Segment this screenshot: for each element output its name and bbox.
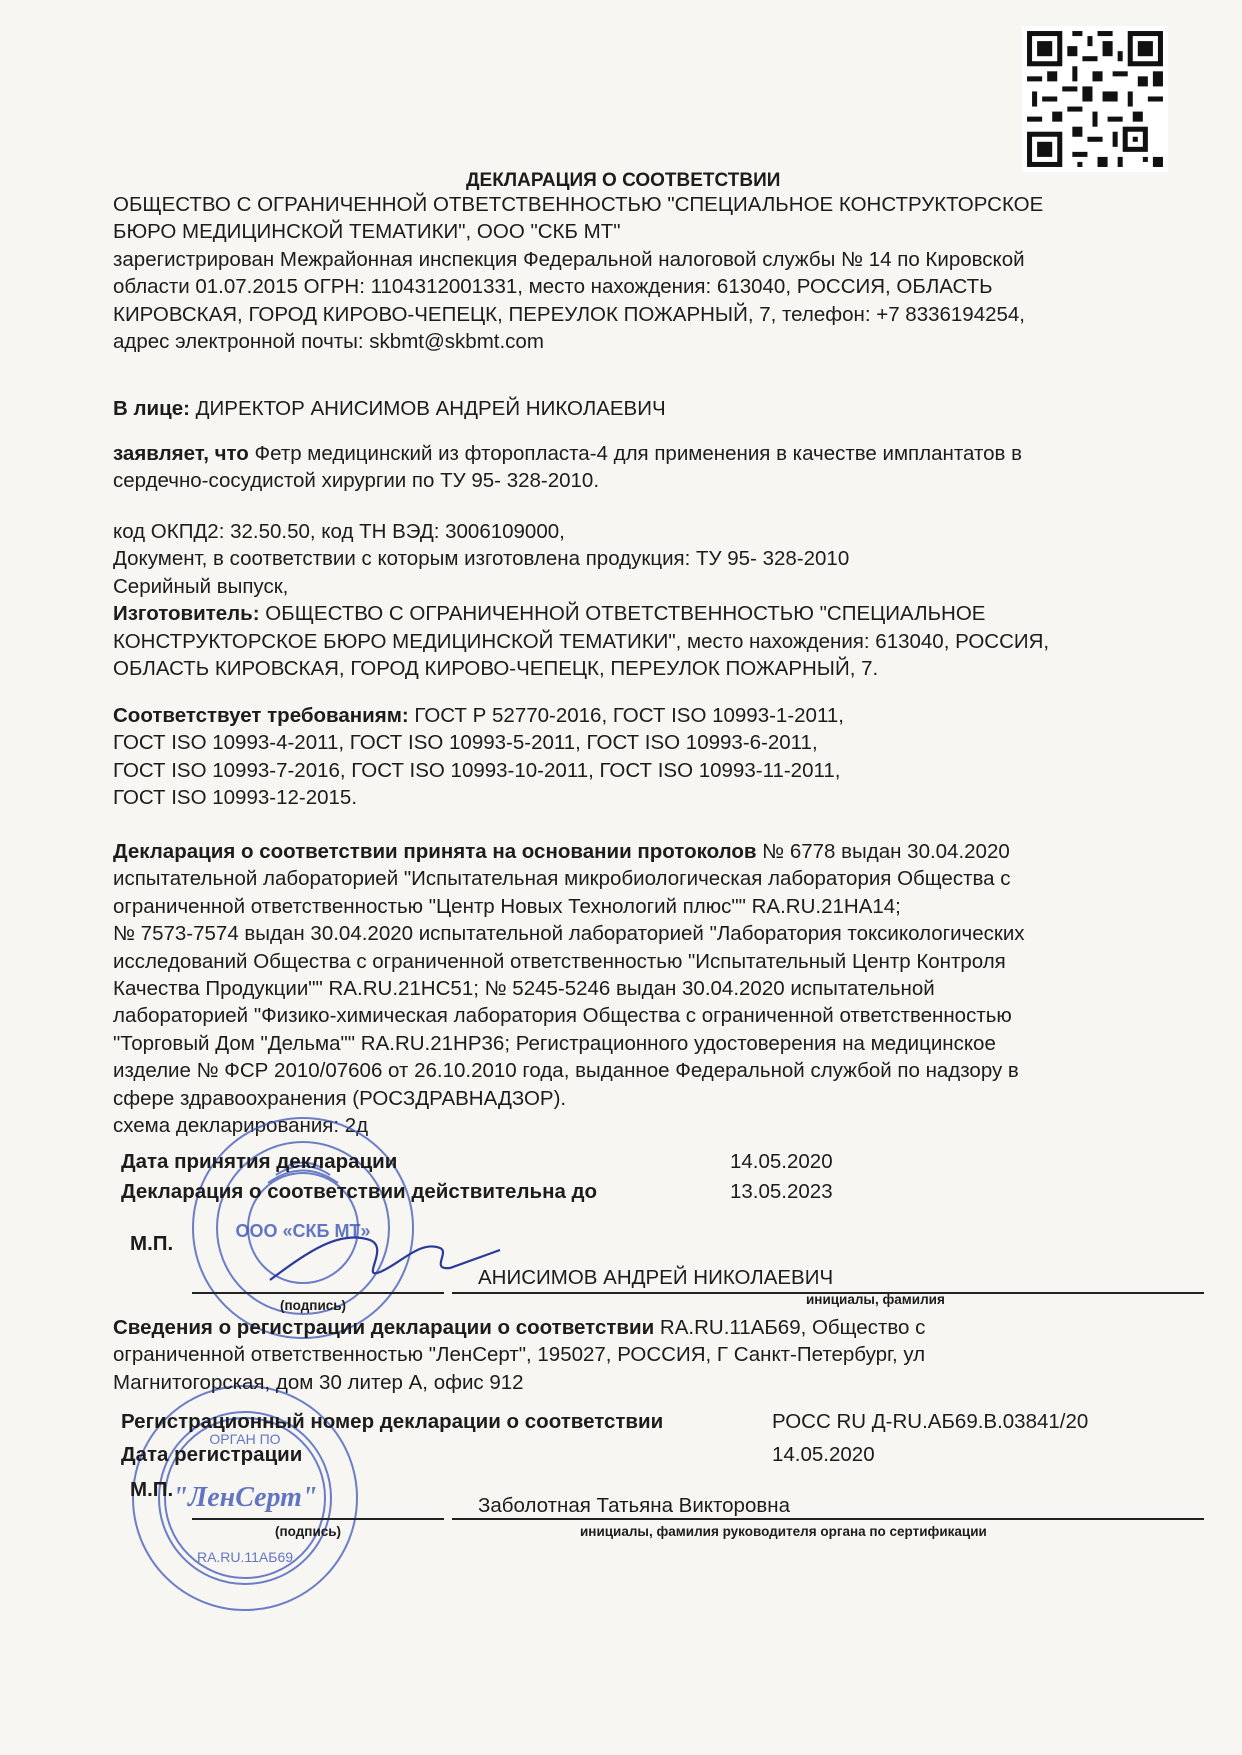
person-name: ДИРЕКТОР АНИСИМОВ АНДРЕЙ НИКОЛАЕВИЧ — [195, 397, 666, 420]
signature-line-2 — [192, 1518, 444, 1520]
basis-line: Качества Продукции"" RA.RU.21НС51; № 5245-5246 выдан 30.04.2020 испытательной — [113, 977, 935, 1001]
requirements-label: Соответствует требованиям: — [113, 704, 409, 727]
codes-line: код ОКПД2: 32.50.50, код ТН ВЭД: 3006109000, — [113, 520, 565, 543]
reg-number-label: Регистрационный номер декларации о соответствии — [121, 1410, 664, 1433]
requirements-line: ГОСТ Р 52770-2016, ГОСТ ISO 10993-1-2011, — [414, 704, 844, 727]
requirements-block — [113, 702, 844, 812]
declares-block — [113, 440, 1022, 495]
applicant-line: адрес электронной почты: skbmt@skbmt.com — [113, 330, 544, 354]
manufacturer-label: Изготовитель: — [113, 602, 260, 626]
basis-line: "Торговый Дом "Дельма"" RA.RU.21НР36; Регистрационного удостоверения на медицинское — [113, 1031, 996, 1055]
manufacturer-line: ОБЛАСТЬ КИРОВСКАЯ, ГОРОД КИРОВО-ЧЕПЕЦК, ПЕРЕУЛОК ПОЖАРНЫЙ, 7. — [113, 657, 879, 681]
signature-caption: (подпись) — [280, 1298, 347, 1313]
codes-block — [113, 518, 1049, 682]
basis-line: лабораторией "Физико-химическая лаборатория Общества с ограниченной ответственностью — [113, 1004, 1012, 1028]
product-line: сердечно-сосудистой хирургии по ТУ 95- 328-2010. — [113, 469, 600, 493]
name-line-2 — [452, 1518, 1204, 1520]
lensert-stamp-bottom: RA.RU.11АБ69 — [196, 1549, 294, 1565]
basis-label: Декларация о соответствии принята на основании протоколов — [113, 840, 757, 863]
manufacturer-line: КОНСТРУКТОРСКОЕ БЮРО МЕДИЦИНСКОЙ ТЕМАТИКИ", место нахождения: 613040, РОССИЯ, — [113, 629, 1050, 653]
codes-line: Документ, в соответствии с которым изготовлена продукция: ТУ 95- 328-2010 — [113, 547, 850, 571]
requirements-line: ГОСТ ISO 10993-4-2011, ГОСТ ISO 10993-5-2011, ГОСТ ISO 10993-6-2011, — [113, 731, 818, 755]
name-caption: инициалы, фамилия — [806, 1292, 945, 1307]
accepted-date-value: 14.05.2020 — [730, 1150, 833, 1173]
applicant-block — [113, 191, 1043, 355]
reg-number-value: РОСС RU Д-RU.АБ69.В.03841/20 — [772, 1410, 1089, 1433]
basis-block — [113, 838, 1025, 1139]
codes-line: Серийный выпуск, — [113, 574, 289, 598]
requirements-line: ГОСТ ISO 10993-7-2016, ГОСТ ISO 10993-10-2011, ГОСТ ISO 10993-11-2011, — [113, 758, 841, 782]
basis-line: исследований Общества с ограниченной ответственностью "Испытательный Центр Контроля — [113, 949, 1006, 973]
requirements-line: ГОСТ ISO 10993-12-2015. — [113, 786, 358, 810]
seal-place-label: М.П. — [130, 1232, 174, 1255]
director-signature — [250, 1210, 510, 1300]
signature-line — [192, 1292, 444, 1294]
basis-line: схема декларирования: 2д — [113, 1114, 369, 1138]
basis-line: № 6778 выдан 30.04.2020 — [762, 840, 1010, 863]
valid-until-value: 13.05.2023 — [730, 1180, 833, 1203]
applicant-line: ОБЩЕСТВО С ОГРАНИЧЕННОЙ ОТВЕТСТВЕННОСТЬЮ "СПЕЦИАЛЬНОЕ КОНСТРУКТОРСКОЕ — [113, 193, 1044, 216]
basis-line: изделие № ФСР 2010/07606 от 26.10.2010 года, выданное Федеральной службой по надзору в — [113, 1059, 1019, 1083]
registration-block — [113, 1314, 925, 1396]
basis-line: ограниченной ответственностью "Центр Новых Технологий плюс"" RA.RU.21НА14; — [113, 894, 901, 918]
manufacturer-line: ОБЩЕСТВО С ОГРАНИЧЕННОЙ ОТВЕТСТВЕННОСТЬЮ "СПЕЦИАЛЬНОЕ — [265, 602, 986, 626]
declares-label: заявляет, что — [113, 442, 249, 465]
name-caption-2: инициалы, фамилия руководителя органа по сертификации — [580, 1524, 987, 1539]
registration-line: RA.RU.11АБ69, Общество с — [659, 1316, 926, 1339]
reg-date-label: Дата регистрации — [121, 1443, 303, 1466]
registration-label: Сведения о регистрации декларации о соответствии — [113, 1316, 655, 1339]
applicant-line: БЮРО МЕДИЦИНСКОЙ ТЕМАТИКИ", ООО "СКБ МТ" — [113, 220, 621, 244]
person-block — [113, 395, 666, 422]
person-label: В лице: — [113, 397, 190, 420]
basis-line: № 7573-7574 выдан 30.04.2020 испытательной лабораторией "Лаборатория токсикологических — [113, 922, 1025, 946]
basis-line: сфере здравоохранения (РОСЗДРАВНАДЗОР). — [113, 1086, 567, 1110]
basis-line: испытательной лабораторией "Испытательная микробиологическая лаборатория Общества с — [113, 867, 1011, 891]
applicant-line: КИРОВСКАЯ, ГОРОД КИРОВО-ЧЕПЕЦК, ПЕРЕУЛОК ПОЖАРНЫЙ, 7, телефон: +7 8336194254, — [113, 302, 1025, 326]
accepted-date-label: Дата принятия декларации — [121, 1150, 398, 1173]
director-name: АНИСИМОВ АНДРЕЙ НИКОЛАЕВИЧ — [478, 1266, 834, 1289]
registration-line: Магнитогорская, дом 30 литер А, офис 912 — [113, 1370, 524, 1394]
head-name: Заболотная Татьяна Викторовна — [478, 1494, 790, 1517]
company-stamp-text: ООО «СКБ МТ» — [235, 1221, 371, 1241]
reg-date-value: 14.05.2020 — [772, 1443, 875, 1466]
seal-place-label-2: М.П. — [130, 1478, 174, 1501]
signature-caption-2: (подпись) — [275, 1524, 342, 1539]
valid-until-label: Декларация о соответствии действительна до — [121, 1180, 598, 1203]
lensert-stamp-name: "ЛенСерт" — [172, 1482, 318, 1513]
qr-code — [1022, 26, 1168, 172]
applicant-line: области 01.07.2015 ОГРН: 1104312001331, место нахождения: 613040, РОССИЯ, ОБЛАСТЬ — [113, 275, 993, 299]
registration-line: ограниченной ответственностью "ЛенСерт", 195027, РОССИЯ, Г Санкт-Петербург, ул — [113, 1343, 926, 1367]
product-line: Фетр медицинский из фторопласта-4 для применения в качестве имплантатов в — [254, 442, 1022, 465]
applicant-line: зарегистрирован Межрайонная инспекция Федеральной налоговой службы № 14 по Кировской — [113, 247, 1025, 271]
lensert-stamp-top: ОРГАН ПО — [209, 1431, 281, 1447]
document-title: ДЕКЛАРАЦИЯ О СООТВЕТСТВИИ — [466, 170, 781, 191]
